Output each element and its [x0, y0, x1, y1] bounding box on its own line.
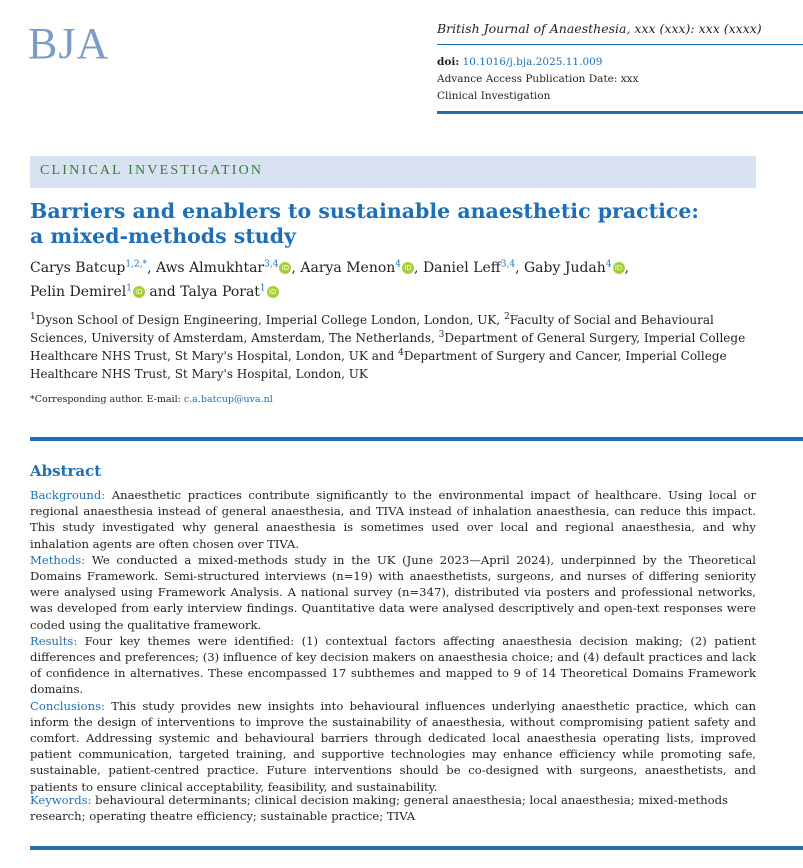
author-name: Pelin Demirel	[30, 284, 127, 300]
orcid-icon[interactable]: iD	[267, 286, 279, 298]
author-affiliation-sup: 1,2,*	[125, 259, 148, 270]
author-name: Aws Almukhtar	[155, 260, 265, 276]
results-text: Four key themes were identified: (1) contextual factors affecting anaesthesia decision making; (2) patient differences and preferences; (3) influence of key decision makers on anaesthesia choice; and (4) default practices and lack of confidence in alternatives. These encompassed 17 subthemes and mapped to 9 of 14 Theoretical Domains Framework domains.	[30, 633, 756, 697]
author-separator: ,	[624, 260, 629, 276]
corresponding-email-link[interactable]: c.a.batcup@uva.nl	[183, 394, 273, 405]
affiliation-sup: 4	[398, 348, 404, 358]
author-separator: ,	[147, 260, 156, 276]
author-name: Aarya Menon	[300, 260, 396, 276]
keywords	[30, 792, 756, 824]
orcid-icon[interactable]: iD	[613, 262, 625, 274]
abstract-heading: Abstract	[30, 462, 102, 480]
abstract-background	[30, 487, 756, 552]
affiliation-sup: 3	[438, 330, 445, 340]
header-rule-top	[437, 44, 803, 45]
conclusions-label: Conclusions:	[30, 698, 105, 713]
author-separator: ,	[414, 260, 423, 276]
affiliation-text: Dyson School of Design Engineering, Imperial College London, London, UK,	[35, 313, 504, 327]
doi-label: doi:	[437, 56, 460, 68]
abstract-body	[30, 487, 756, 795]
title-line-2: a mixed-methods study	[30, 224, 296, 248]
methods-label: Methods:	[30, 552, 86, 567]
doi-link[interactable]: 10.1016/j.bja.2025.11.009	[462, 56, 603, 68]
journal-logo: BJA	[28, 19, 110, 68]
background-label: Background:	[30, 488, 106, 502]
affiliation-sup: 2	[503, 312, 510, 322]
author-name: Daniel Leff	[422, 260, 501, 276]
author-separator: ,	[515, 260, 524, 276]
advance-access: Advance Access Publication Date: xxx	[437, 73, 639, 85]
author-separator: ,	[291, 260, 301, 276]
author-affiliation-sup: 1	[126, 283, 132, 294]
orcid-icon[interactable]: iD	[133, 286, 145, 298]
author-name: Carys Batcup	[30, 260, 126, 276]
author-list	[30, 256, 770, 304]
author-affiliation-sup: 4	[605, 259, 612, 270]
keywords-label: Keywords:	[30, 793, 92, 807]
doi-line	[437, 56, 603, 68]
abstract-results	[30, 633, 756, 698]
title-line-1: Barriers and enablers to sustainable anaesthetic practice:	[30, 199, 699, 223]
journal-citation: British Journal of Anaesthesia, xxx (xxx): xxx (xxxx)	[437, 21, 762, 36]
author-affiliation-sup: 3,4	[500, 259, 516, 270]
author-affiliation-sup: 3,4	[264, 259, 279, 270]
orcid-icon[interactable]: iD	[279, 262, 291, 274]
results-label: Results:	[30, 633, 78, 648]
background-text: Anaesthetic practices contribute significantly to the environmental impact of healthcare. Using local or regional anaesthesia instead of general anaesthesia, and TIVA instead of inhalation anaesthesia, can reduce this impact. This study investigated why general anaesthesia is sometimes used over local and regional anaesthesia, and why inhalation agents are often chosen over TIVA.	[30, 488, 756, 551]
abstract-methods	[30, 552, 756, 633]
methods-text: We conducted a mixed-methods study in the UK (June 2023—April 2024), underpinned by the Theoretical Domains Framework. Semi-structured interviews (n=19) with anaesthetists, surgeons, and nurses of differing seniority were analysed using Framework Analysis. A national survey (n=347), distributed via posters and professional networks, was developed from early interview findings. Quantitative data were analysed descriptively and open-text responses were coded using the qualitative framework.	[30, 552, 756, 632]
orcid-icon[interactable]: iD	[402, 262, 414, 274]
keywords-text: behavioural determinants; clinical decision making; general anaesthesia; local anaesthesia; mixed-methods research; operating theatre efficiency; sustainable practice; TIVA	[30, 793, 728, 824]
header-rule-bottom	[437, 111, 803, 114]
author-affiliation-sup: 4	[395, 259, 402, 270]
affiliation-text: Faculty of Social and Behavioural Sciences, University of Amsterdam, Amsterdam, The Netherlands,	[30, 313, 714, 345]
affiliation-text: Department of General Surgery, Imperial College Healthcare NHS Trust, St Mary's Hospital, London, UK and	[30, 331, 746, 363]
section-label: CLINICAL INVESTIGATION	[40, 163, 264, 178]
conclusions-text: This study provides new insights into behavioural influences underlying anaesthetic practice, which can inform the design of interventions to improve the sustainability of anaesthesia, without compromising patient safety and comfort. Addressing systemic and behavioural barriers through dedicated local anaesthesia operating lists, improved patient communication, targeted training, and supportive technologies may enhance efficiency while promoting safe, sustainable, patient-centred practice. Future interventions should be co-designed with surgeons, anaesthetists, and patients to ensure clinical acceptability, feasibility, and sustainability.	[30, 698, 756, 794]
article-type: Clinical Investigation	[437, 90, 551, 102]
abstract-rule-bottom	[30, 846, 803, 850]
author-name: Talya Porat	[180, 284, 260, 300]
author-and: and	[149, 284, 176, 300]
article-title	[30, 199, 770, 249]
corresponding-label: *Corresponding author. E-mail:	[30, 394, 184, 405]
abstract-conclusions	[30, 698, 756, 795]
affiliation-text: Department of Surgery and Cancer, Imperial College Healthcare NHS Trust, St Mary's Hospital, London, UK	[30, 349, 727, 381]
corresponding-author	[30, 394, 273, 405]
affiliation-sup: 1	[30, 312, 36, 322]
author-name: Gaby Judah	[523, 260, 606, 276]
author-affiliation-sup: 1	[259, 283, 266, 294]
abstract-rule-top	[30, 437, 803, 441]
affiliations	[30, 311, 770, 383]
